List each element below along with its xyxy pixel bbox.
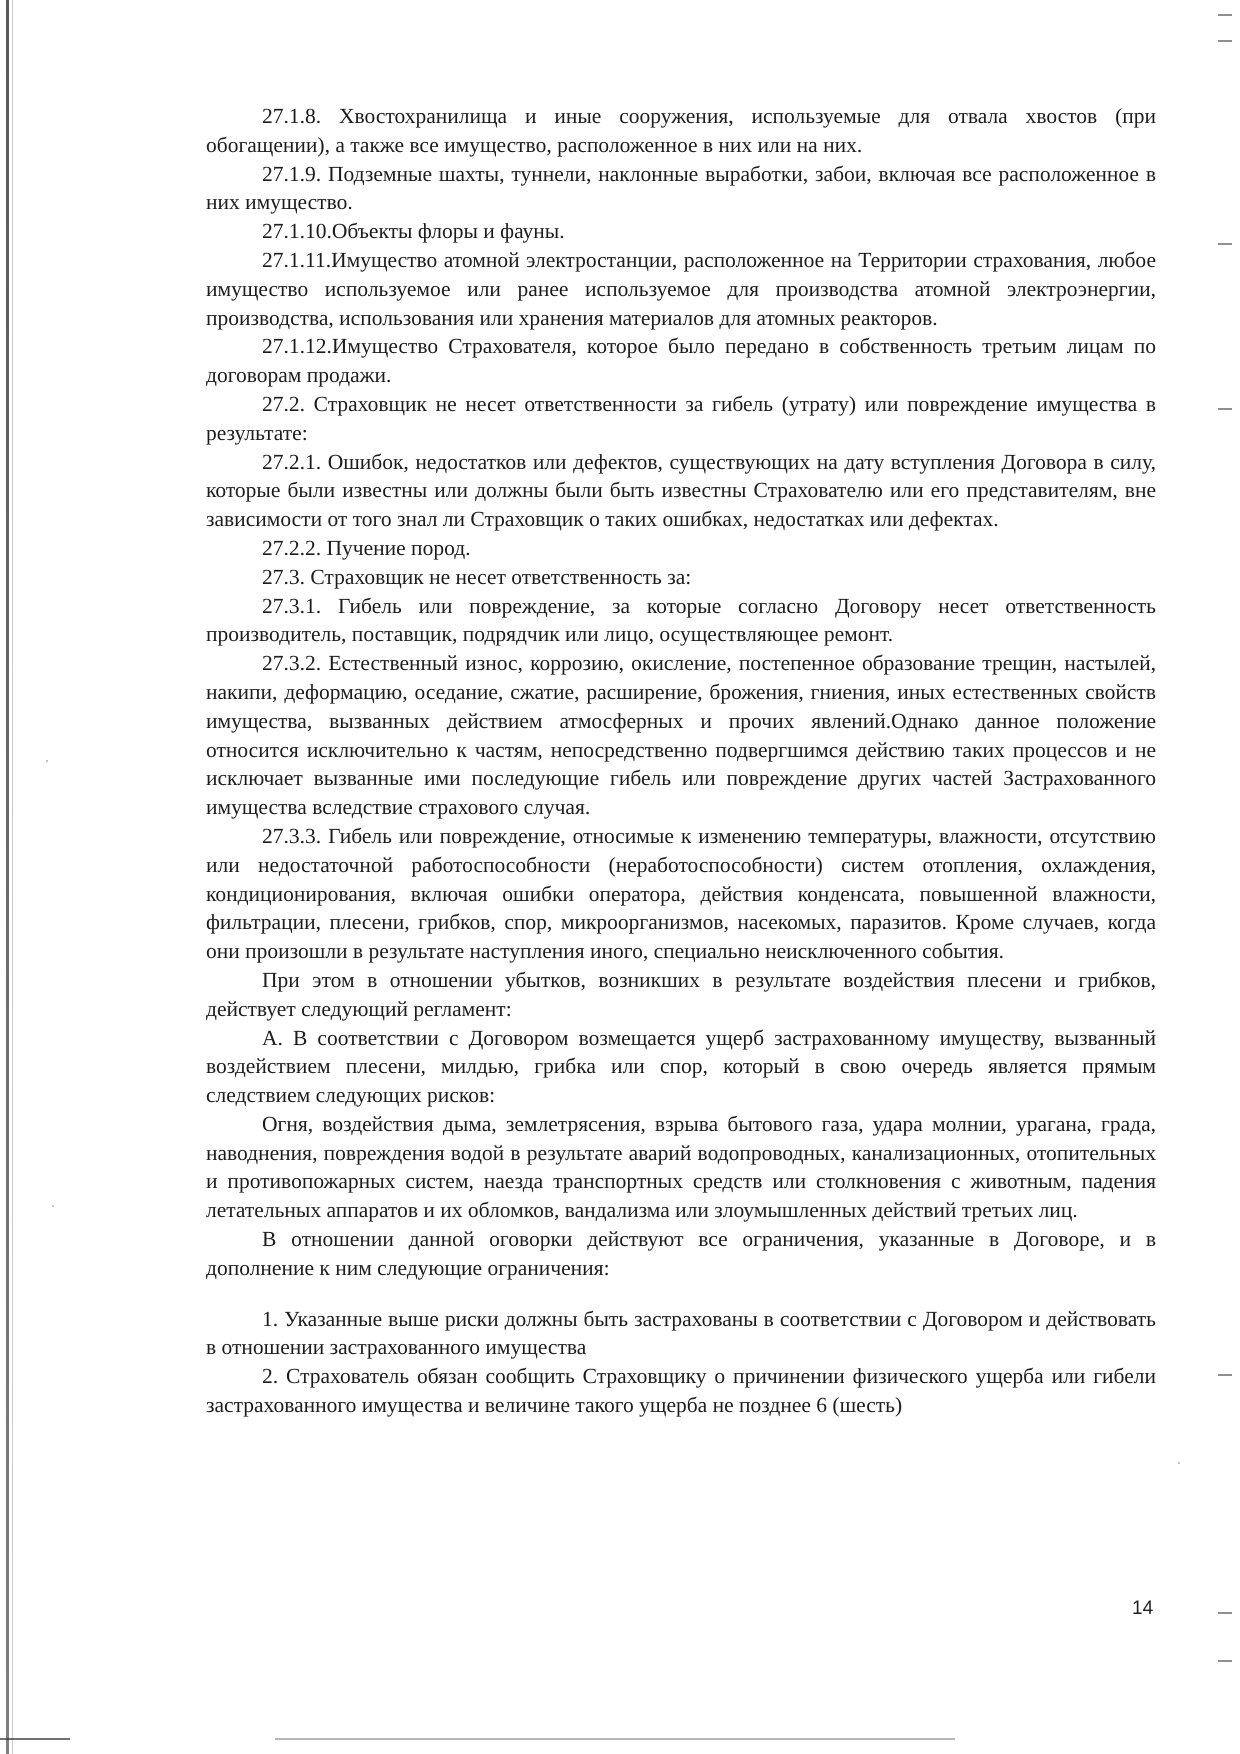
- paragraph-27-3-3: 27.3.3. Гибель или повреждение, относимые к изменению температуры, влажности, отсутствию или недостаточной работоспособности (неработоспособности) систем отопления, охлаждения, кондиционирования, включая ошибки оператора, действия конденсата, повышенной влажности, фильтрации, плесени, грибков, спор, микроорганизмов, насекомых, паразитов. Кроме случаев, когда они произошли в результате наступления иного, специально неисключенного события.: [206, 823, 1156, 964]
- paragraph-27-1-10: 27.1.10.Объекты флоры и фауны.: [262, 219, 565, 244]
- scan-speck: [1178, 1462, 1180, 1464]
- scan-mark: [1218, 243, 1232, 245]
- paragraph-27-3-2: 27.3.2. Естественный износ, коррозию, окисление, постепенное образование трещин, настылей, накипи, деформацию, оседание, сжатие, расширение, брожения, гниения, иных естественных свойств имущества, вызванных действием атмосферных и прочих явлений.Однако данное положение относится исключительно к частям, непосредственно подвергшимся действию таких процессов и не исключает вызванные ими последующие гибель или повреждение других частей Застрахованного имущества вследствие страхового случая.: [206, 651, 1156, 820]
- scan-left-edge-shadow: [12, 0, 13, 1754]
- paragraph-27-2: 27.2. Страховщик не несет ответственности за гибель (утрату) или повреждение имущества в результате:: [206, 391, 1156, 445]
- paragraph-limitation-1: 1. Указанные выше риски должны быть застрахованы в соответствии с Договором и действовать в отношении застрахованного имущества: [206, 1306, 1156, 1360]
- scan-mark: [1218, 1660, 1232, 1662]
- scan-speck: [52, 1205, 54, 1207]
- paragraph-27-1-8: 27.1.8. Хвостохранилища и иные сооружения, используемые для отвала хвостов (при обогащении), а также все имущество, расположенное в них или на них.: [206, 104, 1156, 157]
- paragraph-27-1-12: 27.1.12.Имущество Страхователя, которое было передано в собственность третьим лицам по договорам продажи.: [206, 334, 1156, 388]
- paragraph-27-3: 27.3. Страховщик не несет ответственность за:: [262, 564, 692, 589]
- scan-bottom-rule: [275, 1738, 955, 1740]
- scan-bottom-rule: [0, 1738, 70, 1740]
- scan-mark: [1218, 40, 1232, 42]
- paragraph-27-3-1: 27.3.1. Гибель или повреждение, за которые согласно Договору несет ответственность производитель, поставщик, подрядчик или лицо, осуществляющее ремонт.: [206, 593, 1156, 647]
- paragraph-27-1-9: 27.1.9. Подземные шахты, туннели, наклонные выработки, забои, включая все расположенное в них имущество.: [206, 161, 1156, 215]
- scan-mark: [1218, 1612, 1232, 1614]
- paragraph-27-1-11: 27.1.11.Имущество атомной электростанции, расположенное на Территории страхования, любое имущество используемое или ранее используемое для производства атомной электроэнергии, производства, использования или хранения материалов для атомных реакторов.: [206, 247, 1156, 330]
- paragraph-mold-regulation: При этом в отношении убытков, возникших в результате воздействия плесени и грибков, действует следующий регламент:: [206, 967, 1156, 1021]
- scan-mark: [1218, 408, 1232, 410]
- paragraph-limitation-2: 2. Страхователь обязан сообщить Страховщику о причинении физического ущерба или гибели застрахованного имущества и величине такого ущерба не позднее 6 (шесть): [206, 1364, 1156, 1418]
- page-number: 14: [1132, 1598, 1154, 1619]
- paragraph-limitations-intro: В отношении данной оговорки действуют все ограничения, указанные в Договоре, и в дополнение к ним следующие ограничения:: [206, 1227, 1156, 1280]
- scan-mark: [1218, 14, 1232, 16]
- paragraph-27-2-2: 27.2.2. Пучение пород.: [262, 535, 471, 560]
- scan-mark: [1218, 1374, 1232, 1376]
- paragraph-risk-list: Огня, воздействия дыма, землетрясения, взрыва бытового газа, удара молнии, урагана, града, наводнения, повреждения водой в результате аварий водопроводных, канализационных, отопительных и противопожарных систем, наезда транспортных средств или столкновения с животным, падения летательных аппаратов и их обломков, вандализма или злоумышленных действий третьих лиц.: [206, 1111, 1156, 1223]
- paragraph-27-2-1: 27.2.1. Ошибок, недостатков или дефектов, существующих на дату вступления Договора в силу, которые были известны или должны были быть известны Страхователю или его представителям, вне зависимости от того знал ли Страховщик о таких ошибках, недостатках или дефектах.: [206, 449, 1156, 532]
- scan-left-edge: [6, 0, 9, 1754]
- scan-speck: [46, 760, 48, 762]
- paragraph-clause-a: А. В соответствии с Договором возмещается ущерб застрахованному имуществу, вызванный воздействием плесени, милдью, грибка или спор, который в свою очередь является прямым следствием следующих рисков:: [206, 1025, 1156, 1108]
- document-body: [206, 102, 1156, 1420]
